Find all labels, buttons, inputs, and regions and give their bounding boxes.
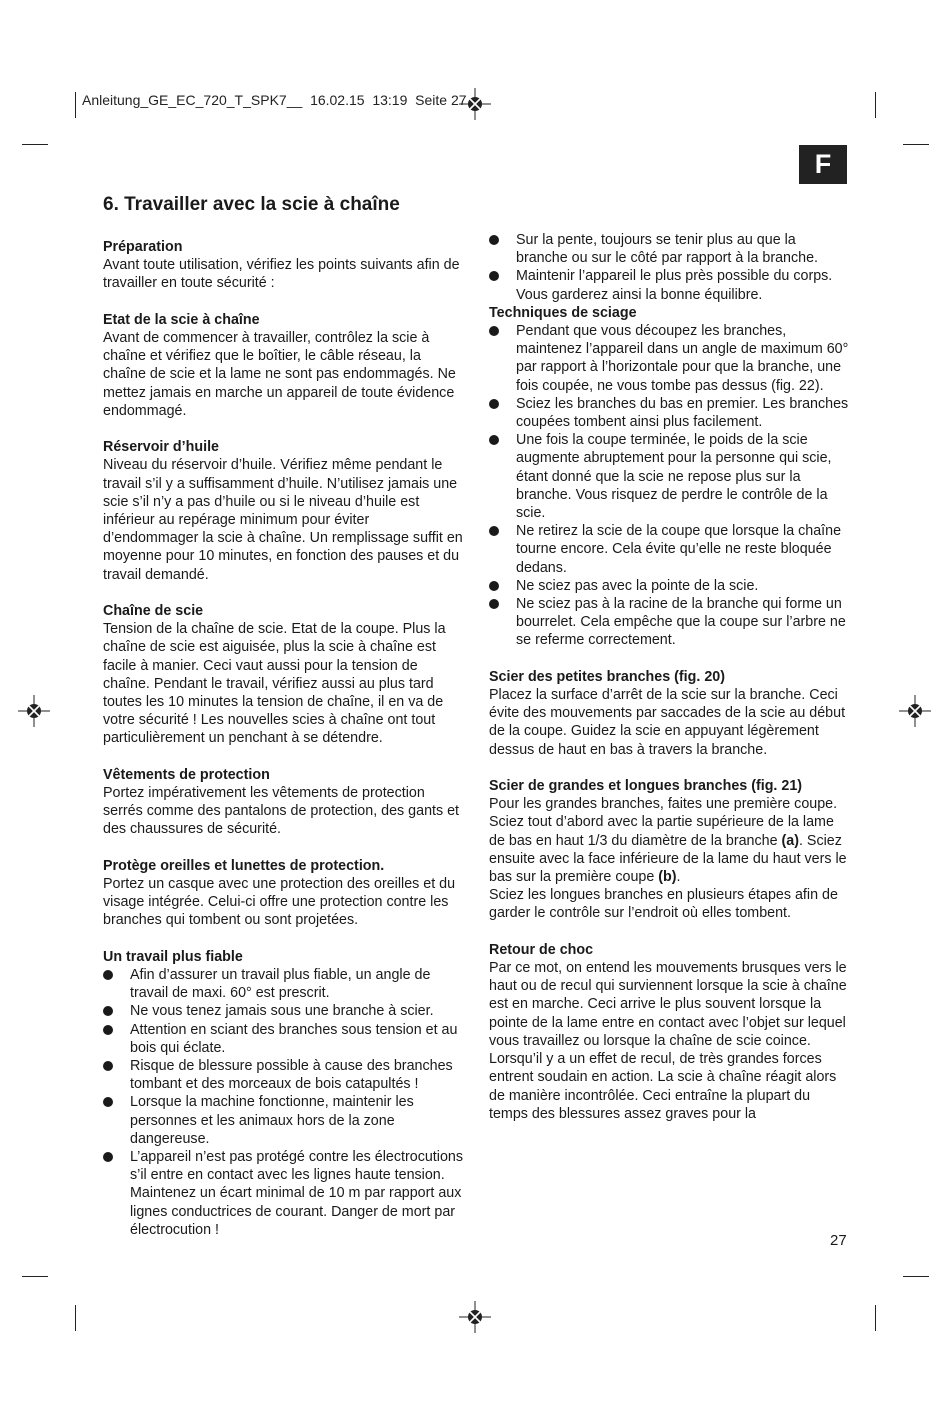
section-vetements [103,766,465,839]
list-item: L’appareil n’est pas protégé contre les électrocutions s’il entre en contact avec les lignes haute tension. Maintenez un écart minimal de 10 m par rapport aux lignes conductrices de courant. Danger de mort par électrocution ! [103,1148,465,1239]
list-item: Risque de blessure possible à cause des branches tombant et des morceaux de bois catapultés ! [103,1057,465,1093]
crop-mark [903,1276,929,1277]
crop-mark [22,144,48,145]
list-item: Attention en sciant des branches sous tension et au bois qui éclate. [103,1021,465,1057]
print-header-file: Anleitung_GE_EC_720_T_SPK7__ [82,92,303,108]
list-item: Ne sciez pas avec la pointe de la scie. [489,577,851,595]
section-text: Pour les grandes branches, faites une première coupe. [489,796,838,813]
bullet-list [103,966,465,1239]
section-text: Avant de commencer à travailler, contrôlez la scie à chaîne et vérifiez que le boîtier, le câble réseau, la chaîne de scie et la lame ne sont pas endommagés. Ne mettez jamais en marche un appareil de toute évidence endommagé. [103,330,456,419]
section-text: Placez la surface d’arrêt de la scie sur la branche. Ceci évite des mouvements par saccades de la scie au début de la coupe. Guidez la scie en appuyant légèrement dessus de haut en bas à travers la branche. [489,687,846,758]
section-etat [103,311,465,420]
section-protege [103,857,465,930]
print-header [82,92,467,108]
section-heading: Scier des petites branches (fig. 20) [489,668,725,685]
section-text: Sciez les longues branches en plusieurs étapes afin de garder le contrôle sur l’endroit où elles tombent. [489,887,838,922]
crop-mark [903,144,929,145]
section-techniques [489,304,851,650]
section-text: Tension de la chaîne de scie. Etat de la coupe. Plus la chaîne de scie est aiguisée, plus la scie à chaîne est facile à manier. Ceci vaut aussi pour la tension de chaîne. Pendant le travail, vérifiez aussi au plus tard toutes les 10 minutes la tension de chaîne, il en va de votre sécurité ! Les nouvelles scies à chaîne ont tout particulièrement un penchant à se détendre. [103,621,446,747]
section-preparation [103,238,465,293]
list-item: Ne retirez la scie de la coupe que lorsque la chaîne tourne encore. Cela évite qu’elle ne reste bloquée dedans. [489,522,851,577]
text-run: . [676,869,681,886]
list-item: Afin d’assurer un travail plus fiable, un angle de travail de maxi. 60° est prescrit. [103,966,465,1002]
section-retour-de-choc [489,941,851,1123]
print-header-time: 13:19 [372,92,408,108]
left-column [103,194,465,1239]
section-heading: Retour de choc [489,941,594,958]
section-chaine [103,602,465,748]
registration-mark-icon [459,1301,491,1333]
crop-mark [75,1305,76,1331]
list-item: Pendant que vous découpez les branches, maintenez l’appareil dans un angle de maximum 60° par rapport à l’horizontale pour que la branche, une fois coupée, ne vous tombe pas dessus (fig. 22). [489,322,851,395]
section-heading: Scier de grandes et longues branches (fig. 21) [489,778,803,795]
right-column [489,231,851,1123]
section-text: Avant toute utilisation, vérifiez les points suivants afin de travailler en toute sécurité : [103,257,460,292]
page-number: 27 [830,1232,847,1249]
figure-ref-b: (b) [658,869,677,886]
list-item: Sur la pente, toujours se tenir plus au que la branche ou sur le côté par rapport à la branche. [489,231,851,267]
section-heading: Vêtements de protection [103,766,270,783]
figure-ref-a: (a) [781,832,799,849]
page-title: 6. Travailler avec la scie à chaîne [103,194,400,215]
section-heading: Techniques de sciage [489,304,637,321]
crop-mark [22,1276,48,1277]
list-item: Maintenir l’appareil le plus près possible du corps. Vous garderez ainsi la bonne équilibre. [489,267,851,303]
section-heading: Etat de la scie à chaîne [103,311,260,328]
crop-mark [875,1305,876,1331]
bullet-list [489,231,851,304]
section-heading: Un travail plus fiable [103,948,243,965]
bullet-list [489,322,851,650]
section-grandes-branches [489,777,851,923]
list-item: Une fois la coupe terminée, le poids de la scie augmente abruptement pour la personne qui scie, étant donné que la scie ne repose plus sur la branche. Vous risquez de perdre le contrôle de la scie. [489,431,851,522]
registration-mark-icon [18,695,50,727]
section-text [489,813,851,886]
crop-mark [875,92,876,118]
registration-mark-icon [899,695,931,727]
print-header-page: Seite 27 [415,92,467,108]
section-petites-branches [489,668,851,759]
section-heading: Réservoir d’huile [103,439,220,456]
section-text: Lorsqu’il y a un effet de recul, de très grandes forces entrent soudain en action. La scie à chaîne réagit alors de manière incontrôlée. Ceci entraîne la plupart du temps des blessures assez graves pour la [489,1051,837,1122]
text-run: Sciez tout d’abord avec la partie supérieure de la lame de bas en haut 1/3 du diamètre de la branche [489,814,834,849]
section-text: Par ce mot, on entend les mouvements brusques vers le haut ou de recul qui surviennent lorsque la scie à chaîne est en marche. Ceci arrive le plus souvent lorsque la pointe de la lame entre en contact avec l’objet sur lequel vous travaillez ou lorsque la chaîne de scie coince. [489,960,847,1049]
section-fiable [103,948,465,1239]
list-item: Lorsque la machine fonctionne, maintenir les personnes et les animaux hors de la zone dangereuse. [103,1093,465,1148]
crop-mark [75,92,76,118]
list-item: Sciez les branches du bas en premier. Les branches coupées tombent ainsi plus facilement. [489,395,851,431]
section-heading: Préparation [103,239,183,255]
language-tab: F [799,145,847,184]
list-item: Ne sciez pas à la racine de la branche qui forme un bourrelet. Cela empêche que la coupe sur l’arbre ne se referme correctement. [489,595,851,650]
section-text: Portez un casque avec une protection des oreilles et du visage intégrée. Celui-ci offre une protection contre les branches qui tombent ou sont projetées. [103,876,456,929]
text-run: . Sciez ensuite avec la face inférieure de la lame du haut vers le bas sur la première coupe [489,832,847,886]
section-reservoir [103,438,465,584]
list-item: Ne vous tenez jamais sous une branche à scier. [103,1002,465,1020]
section-heading: Protège oreilles et lunettes de protection. [103,857,385,874]
section-heading: Chaîne de scie [103,603,204,620]
section-text: Portez impérativement les vêtements de protection serrés comme des pantalons de protection, des gants et des chaussures de sécurité. [103,785,460,838]
print-header-date: 16.02.15 [310,92,365,108]
section-text: Niveau du réservoir d’huile. Vérifiez même pendant le travail s’il y a suffisamment d’huile. N’utilisez jamais une scie s’il n’y a pas d’huile ou si le niveau d’huile est inférieur au repérage minimum pour éviter d’endommager la scie à chaîne. Un remplissage suffit en moyenne pour 10 minutes, en fonction des pauses et du travail demandé. [103,457,463,583]
